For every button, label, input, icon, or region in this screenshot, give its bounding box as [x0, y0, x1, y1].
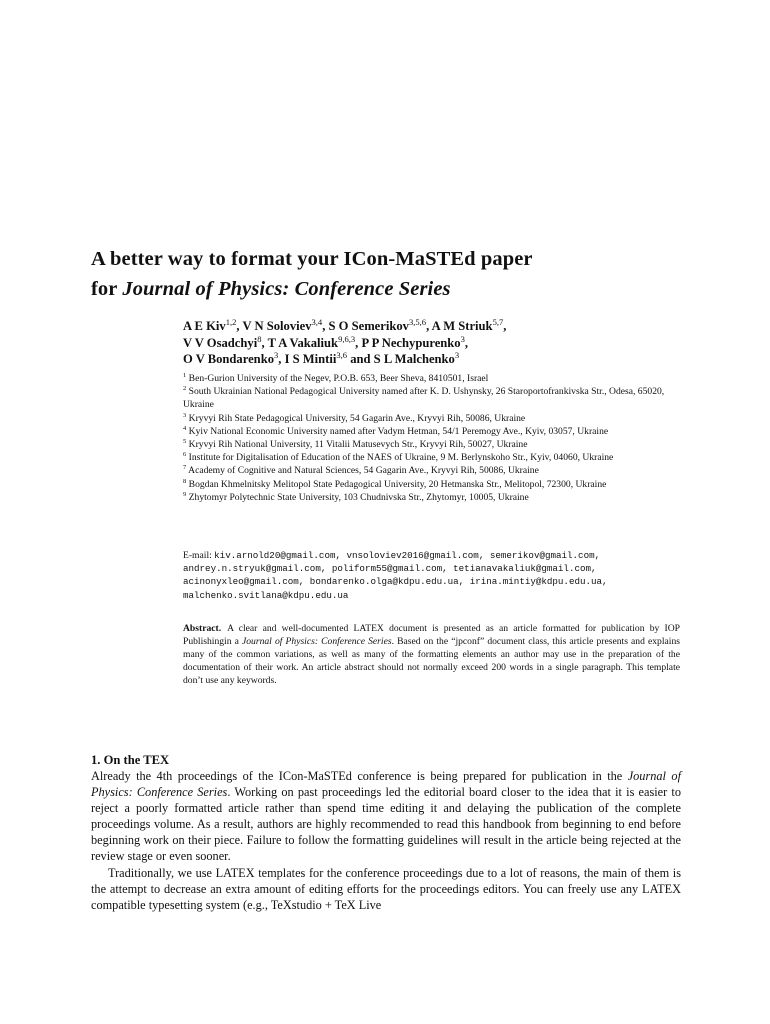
- title-line-1: A better way to format your ICon-MaSTEd paper: [91, 248, 533, 270]
- email-line[interactable]: kiv.arnold20@gmail.com, vnsoloviev2016@gmail.com, semerikov@gmail.com,: [214, 550, 601, 561]
- body-paragraph: Traditionally, we use LATEX templates for the conference proceedings due to a lot of reasons, the main of them is the attempt to decrease an extra amount of editing efforts for the proceedings editors. You can freely use any LATEX compatible typesetting system (e.g., TeXstudio + TeX Live: [91, 865, 681, 912]
- email-block: [183, 549, 683, 602]
- abstract: [183, 622, 680, 687]
- abstract-text: . Based on the “jpconf” document class, this article presents and explains many of the common variations, as well as many of the formatting elements an author may use in the preparation of the documentation of their work. An article abstract should not normally exceed 200 words in a single paragraph. This template don’t use any keywords.: [183, 636, 680, 687]
- journal-name: Journal of Physics: Conference Series: [122, 278, 451, 300]
- author: A M Striuk$^{5,7}$,: [431, 316, 507, 333]
- paper-title: [91, 244, 691, 304]
- email-line[interactable]: acinonyxleo@gmail.com, bondarenko.olga@kdpu.edu.ua, irina.mintiy@kdpu.edu.ua,: [183, 576, 608, 588]
- author: V V Osadchyi$^8$,: [183, 333, 268, 350]
- affiliation-item: $^3$ Kryvyi Rih State Pedagogical University, 54 Gagarin Ave., Kryvyi Rih, 50086, Ukraine: [183, 411, 526, 424]
- affiliation-item: $^4$ Kyiv National Economic University named after Vadym Hetman, 54/1 Peremogy Ave., Kyiv, 03057, Ukraine: [183, 424, 609, 437]
- abstract-heading: Abstract.: [183, 623, 222, 634]
- email-line[interactable]: malchenko.svitlana@kdpu.edu.ua: [183, 589, 349, 601]
- affiliation-item: $^7$ Academy of Cognitive and Natural Sciences, 54 Gagarin Ave., Kryvyi Rih, 50086, Ukraine: [183, 464, 539, 477]
- author: S L Malchenko$^3$: [373, 349, 460, 366]
- abstract-journal: Journal of Physics: Conference Series: [242, 636, 392, 648]
- affiliation-list: [183, 372, 683, 504]
- affiliation-item: $^2$ South Ukrainian National Pedagogical University named after K. D. Ushynsky, 26 Staroportofrankivska Str., Odesa, 65020, Ukraine: [183, 385, 665, 411]
- email-label: E-mail:: [183, 550, 215, 561]
- title-line-2-prefix: for: [91, 278, 123, 300]
- affiliation-item: $^1$ Ben-Gurion University of the Negev, P.O.B. 653, Beer Sheva, 8410501, Israel: [183, 371, 489, 384]
- author: I S Mintii$^{3,6}$ and: [284, 349, 374, 366]
- author: T A Vakaliuk$^{9,6,3}$,: [267, 333, 362, 350]
- author: O V Bondarenko$^3$,: [183, 349, 285, 366]
- author-list: [183, 318, 683, 368]
- author: V N Soloviev$^{3,4}$,: [242, 316, 329, 333]
- author: S O Semerikov$^{3,5,6}$,: [328, 316, 432, 333]
- affiliation-item: $^5$ Kryvyi Rih National University, 11 Vitalii Matusevych Str., Kryvyi Rih, 50027, Ukraine: [183, 437, 528, 451]
- author: P P Nechypurenko$^3$,: [361, 333, 469, 350]
- affiliation-item: $^9$ Zhytomyr Polytechnic State University, 103 Chudnivska Str., Zhytomyr, 10005, Ukraine: [183, 490, 529, 503]
- email-line[interactable]: andrey.n.stryuk@gmail.com, poliform55@gmail.com, tetianavakaliuk@gmail.com,: [183, 563, 597, 575]
- section-heading: 1. On the TEX: [91, 753, 170, 767]
- affiliation-item: $^6$ Institute for Digitalisation of Education of the NAES of Ukraine, 9 M. Berlynskoho Str., Kyiv, 04060, Ukraine: [183, 451, 614, 464]
- title-line-2: [91, 274, 691, 304]
- body-paragraph: Already the 4th proceedings of the ICon-MaSTEd conference is being prepared for publication in the Journal of Physics: Conference Series. Working on past proceedings led the editorial board closer to the idea that it is easier to reject a poorly formatted article rather than spend time editing it and delaying the publication of the complete proceedings volume. As a result, authors are highly recommended to read this handbook from beginning to end before beginning work on their piece. Failure to follow the formatting guidelines will result in the article being rejected at the review stage or even sooner.: [91, 769, 681, 864]
- author: A E Kiv$^{1,2}$,: [183, 316, 243, 333]
- section-body: [91, 768, 681, 913]
- affiliation-item: $^8$ Bogdan Khmelnitsky Melitopol State Pedagogical University, 20 Hetmanska Str., Melitopol, 72300, Ukraine: [183, 477, 607, 490]
- abstract-text: A clear and well-documented LATEX document is presented as an article formatted for publication by IOP Publishingin a: [183, 623, 680, 648]
